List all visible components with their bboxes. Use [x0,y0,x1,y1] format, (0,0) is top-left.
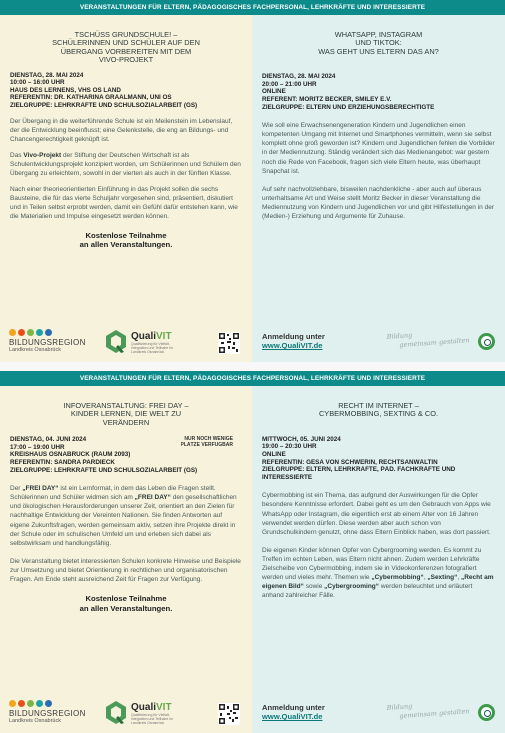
event-speaker: REFERENT: MORITZ BECKER, SMILEY E.V. [262,96,392,103]
audience-banner: VERANSTALTUNGEN FÜR ELTERN, PÄDAGOGISCHES FACHPERSONAL, LEHRKRÄFTE UND INTERESSIERTE [0,371,505,386]
event-paragraph: Der „FREI DAY“ ist ein Lernformat, in dem das Leben die Fragen stellt. Schülerinnen und Schüler widmen sich am „FREI DAY“ den gesellschaftlichen und ökologischen Herausforderungen unserer Zeit, orientiert an den Zielen für nachhaltige Entwicklung der Vereinten Nationen. Sie finden Antworten auf eigene Zukunftsfragen, werden gemeinsam aktiv, setzen ihre Projekte direkt in der Schule oder im schulischen Umfeld um und erleben sich dabei als selbstwirksam und handlungsfähig. [10,485,237,547]
logo-band [0,314,252,362]
bildungsregion-logo: BILDUNGSREGION Landkreis Osnabrück [9,700,86,724]
free-participation-note: Kostenlose Teilnahme an allen Veranstaltungen. [79,230,173,250]
event-card-top [0,0,505,362]
event-place: ONLINE [262,451,286,458]
event-paragraph: Die eigenen Kinder können Opfer von Cybergrooming werden. Es kommt zu Treffen im echten Leben, was Eltern nicht ahnen. Zudem werden Lehrkräfte Zielscheibe von Cybermobbing, indem sie in Videokonferenzen fotografiert werden und vieles mehr. Themen wie „Cybermobbing“, „Sexting“, „Recht am eigenen Bild“ sowie „Cybergrooming“ werden beleuchtet und erläutert anhand zahlreicher Fälle. [262,546,494,600]
event-paragraph: Cybermobbing ist ein Thema, das aufgrund der Auswirkungen für die Opfer besondere Kenntnisse erfordert. Dabei geht es um den Gebrauch von Apps wie WhatsApp oder Instagram, die eigentlich erst ab einem Alter von 16 Jahren verwendet werden dürfen. Diese werden aber auch schon von Grundschulkindern genutzt, ohne dass Eltern Einblick haben, was dort passiert. [262,492,491,536]
event-place: ONLINE [262,88,286,96]
event-tschuess-grundschule [0,15,252,362]
registration-link[interactable]: Anmeldung unter www.QualiVIT.de [262,332,325,350]
event-audience: ZIELGRUPPE: ELTERN, LEHRKRÄFTE, PÄD. FACHKRÄFTE UND INTERESSIERTE [262,466,456,481]
event-title: TSCHÜSS GRUNDSCHULE! – SCHÜLERINNEN UND SCHÜLER AUF DEN ÜBERGANG VORBEREITEN MIT DEM VIVO-PROJEKT [52,30,200,65]
event-meta [10,436,242,474]
qualivit-logo: QualiVIT Qualifizierung für Vielfalt, Integration und Teilhabe im Landkreis Osnabrück [104,329,187,355]
quali-q-logo-icon [104,329,128,355]
event-audience: ZIELGRUPPE: ELTERN UND ERZIEHUNGSBERECHTIGTE [262,103,435,111]
event-frei-day [0,386,252,733]
logo-band [252,314,505,362]
event-place: KREISHAUS OSNABRÜCK (RAUM 2093) [10,451,131,459]
event-card-bottom [0,371,505,733]
landkreis-ring-icon [478,704,495,721]
bildungsregion-logo: BILDUNGSREGION Landkreis Osnabrück [9,329,86,353]
event-meta [262,436,495,482]
few-places-note: NUR NOCH WENIGE PLÄTZE VERFÜGBAR [180,436,233,449]
event-audience: ZIELGRUPPE: LEHRKRÄFTE UND SCHULSOZIALARBEIT (GS) [10,102,198,109]
event-date: DIENSTAG, 04. JUNI 2024 [10,436,87,444]
event-audience: ZIELGRUPPE: LEHRKRÄFTE UND SCHULSOZIALARBEIT (GS) [10,466,198,474]
bildungsregion-dots-icon [9,700,86,707]
logo-band [252,685,505,733]
event-time: 10:00 – 16:00 UHR [10,79,65,87]
free-participation-note: Kostenlose Teilnahme an allen Veranstaltungen. [79,594,173,613]
event-date: DIENSTAG, 28. MAI 2024 [262,73,336,81]
qr-code-icon[interactable] [218,703,240,725]
event-whatsapp-instagram [252,15,505,362]
event-title: INFOVERANSTALTUNG: FREI DAY – KINDER LERNEN, DIE WELT ZU VERÄNDERN [63,401,189,427]
card-divider [0,362,505,371]
event-paragraph: Die Veranstaltung bietet interessierten Schulen konkrete Hinweise und Beispiele zur Umsetzung und bietet Orientierung in rechtlichen und organisatorischen Fragen. Am Ende steht ausreichend Zeit für Fragen zur Verfügung. [10,557,241,584]
event-title: WHATSAPP, INSTAGRAM UND TIKTOK: WAS GEHT UNS ELTERN DAS AN? [318,30,439,56]
event-time: 20:00 – 21:00 UHR [262,80,317,88]
registration-link[interactable]: Anmeldung unter www.QualiVIT.de [262,703,325,721]
qr-code-icon[interactable] [218,332,240,354]
event-time: 17:00 – 19:00 UHR [10,443,65,451]
event-recht-im-internet [252,386,505,733]
event-paragraph: Das Vivo-Projekt der Stiftung der Deutschen Wirtschaft ist als Schulentwicklungsprojekt konzipiert worden, um Schülerinnen und Schülern den Übergang zu erleichtern, sowohl in der vierten als auch in der fünften Klasse. [10,151,241,178]
event-paragraph: Der Übergang in die weiterführende Schule ist ein Meilenstein im Lebenslauf, der die Entwicklung beeinflusst; eine Gelenkstelle, die eng an Bildungs- und Chancengerechtigkeit geknüpft ist. [10,117,233,143]
event-paragraph: Auf sehr nachvollziehbare, bisweilen nachdenkliche - aber auch auf überaus unterhaltsame Art und Weise stellt Moritz Becker in dieser Veranstaltung die Mediennutzung von Kindern und Jugendlichen vor und gibt Hilfestellungen in der (Medien-) Erziehung und Argumente für Zuhause. [262,185,494,221]
event-meta [10,72,242,110]
event-speaker: REFERENTIN: GESA VON SCHWERIN, RECHTSANWÄLTIN [262,458,438,466]
event-speaker: REFERENTIN: DR. KATHARINA GRAALMANN, UNI OS [10,94,172,102]
event-date: DIENSTAG, 28. MAI 2024 [10,71,84,79]
logo-band [0,685,252,733]
event-time: 19:00 – 20:30 UHR [262,443,317,451]
landkreis-ring-icon [478,333,495,350]
event-paragraph: Nach einer theorieorientierten Einführung in das Projekt sollen die sechs Bausteine, die für das vierte Schuljahr vorgesehen sind, präsentiert, diskutiert und in Teilen selbst erprobt werden, damit ein Gefühl dafür entstehen kann, wie die Materialien und Impulse eingesetzt werden können. [10,186,238,221]
bildung-signature: Bildung gemeinsam gestalten [386,331,470,350]
bildungsregion-dots-icon [9,329,86,336]
event-meta [262,73,495,111]
event-date: MITTWOCH, 05. JUNI 2024 [262,435,341,443]
event-place: HAUS DES LERNENS, VHS OS LAND [10,86,121,94]
quali-q-logo-icon [104,700,128,726]
qualivit-logo: QualiVIT Qualifizierung für Vielfalt, Integration und Teilhabe im Landkreis Osnabrück [104,700,187,726]
event-paragraph: Wie soll eine Erwachsenengeneration Kindern und Jugendlichen einen kompetenten Umgang mit Internet und Smartphones vermitteln, wenn sie selbst komplett ohne groß geworden ist? Kindern und Jugendlichen fehlen die Vorbilder in der Mediennutzung. Ständig verändert sich das Medienangebot: war gestern noch die Rede von Facebook, fragen sich viele Eltern heute, was überhaupt Snapchat ist. [262,122,495,175]
event-speaker: REFERENTIN: SANDRA PARDIECK [10,459,115,466]
bildung-signature: Bildung gemeinsam gestalten [386,702,470,721]
event-title: RECHT IM INTERNET – CYBERMOBBING, SEXTING & CO. [318,401,439,419]
audience-banner: VERANSTALTUNGEN FÜR ELTERN, PÄDAGOGISCHES FACHPERSONAL, LEHRKRÄFTE UND INTERESSIERTE [0,0,505,15]
